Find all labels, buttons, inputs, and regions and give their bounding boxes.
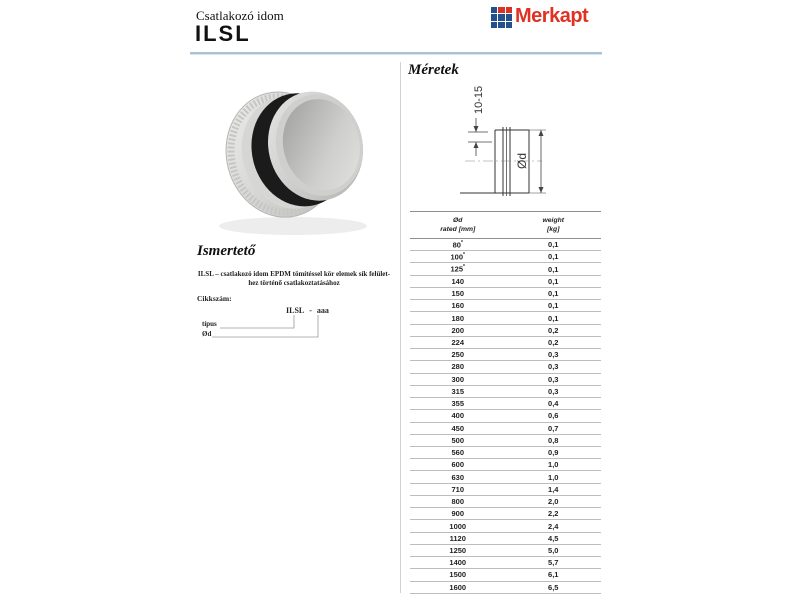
- table-row: [410, 337, 601, 349]
- table-row: [410, 361, 601, 373]
- table-row: [410, 582, 601, 594]
- logo-grid-square: [506, 14, 512, 20]
- cell-diameter: 80*: [452, 239, 463, 250]
- cell-weight: 2,2: [548, 509, 559, 519]
- cell-weight: 5,7: [548, 558, 559, 568]
- header-weight-line2: [kg]: [547, 226, 560, 233]
- cell-weight: 1,4: [548, 484, 559, 494]
- cell-diameter: 400: [451, 411, 464, 421]
- table-row: [410, 276, 601, 288]
- brand-name: Merkapt: [515, 5, 589, 27]
- cell-diameter: 900: [451, 509, 464, 519]
- logo-grid-square: [498, 22, 504, 28]
- cell-weight: 0,6: [548, 411, 559, 421]
- header-diameter-line2: rated [mm]: [440, 226, 476, 233]
- cell-weight: 0,3: [548, 386, 559, 396]
- part-code-size: aaa: [316, 306, 329, 315]
- logo-grid-square: [491, 7, 497, 13]
- cell-diameter: 800: [451, 497, 464, 507]
- photo-shadow: [219, 217, 367, 235]
- column-divider: [400, 62, 401, 593]
- cell-weight: 0,1: [548, 289, 559, 299]
- cell-weight: 0,2: [548, 337, 559, 347]
- diameter-dimension-label: Ød: [515, 152, 529, 169]
- logo-grid-icon: [491, 7, 512, 28]
- part-code-leader-lines: [195, 300, 365, 345]
- table-row: [410, 398, 601, 410]
- product-code-title: ILSL: [195, 21, 251, 46]
- cell-diameter: 300: [451, 374, 464, 384]
- logo-grid-square: [498, 14, 504, 20]
- description-line2: hez történő csatlakoztatásához: [248, 279, 340, 287]
- label-type: típus: [202, 320, 217, 328]
- section-title-ismerteto: Ismertető: [197, 243, 256, 259]
- table-row: [410, 484, 601, 496]
- label-diameter: Ød: [202, 330, 212, 338]
- product-description: [195, 270, 393, 288]
- cell-diameter: 1500: [449, 570, 467, 580]
- table-row: [410, 312, 601, 324]
- cell-weight: 1,0: [548, 472, 559, 482]
- cell-diameter: 600: [451, 460, 464, 470]
- table-row: [410, 239, 601, 251]
- table-row: [410, 410, 601, 422]
- cell-weight: 5,0: [548, 545, 559, 555]
- cell-diameter: 125*: [450, 264, 465, 274]
- cell-weight: 0,2: [548, 325, 559, 335]
- cell-weight: 0,1: [548, 264, 559, 274]
- article-number-label: Cikkszám:: [197, 294, 232, 303]
- table-header-row: [410, 211, 601, 239]
- cell-diameter: 1600: [449, 582, 467, 592]
- cell-weight: 2,4: [548, 521, 559, 531]
- header-divider: [190, 52, 602, 55]
- cell-weight: 0,3: [548, 374, 559, 384]
- table-row: [410, 251, 601, 263]
- cell-weight: 0,1: [548, 276, 559, 286]
- cell-diameter: 150: [451, 289, 464, 299]
- product-photo: [205, 60, 395, 240]
- cell-weight: 0,7: [548, 423, 559, 433]
- cell-diameter: 100*: [450, 252, 465, 262]
- cell-weight: 0,8: [548, 435, 559, 445]
- table-row: [410, 520, 601, 532]
- table-row: [410, 386, 601, 398]
- table-row: [410, 435, 601, 447]
- part-code-type: ILSL: [286, 306, 305, 315]
- description-line1: ILSL – csatlakozó idom EPDM tömítéssel kör elemek sík felület-: [197, 270, 391, 278]
- cell-weight: 0,9: [548, 448, 559, 458]
- table-row: [410, 569, 601, 581]
- header-weight-line1: weight: [542, 217, 565, 224]
- cell-weight: 0,1: [548, 301, 559, 311]
- table-row: [410, 349, 601, 361]
- cell-weight: 6,5: [548, 582, 559, 592]
- cell-diameter: 160: [451, 301, 464, 311]
- section-title-meretek: Méretek: [408, 62, 459, 78]
- cell-diameter: 1000: [449, 521, 467, 531]
- header-diameter: [410, 216, 506, 234]
- brand-logo: [491, 5, 588, 28]
- cell-weight: 0,1: [548, 240, 559, 250]
- product-category: Csatlakozó idom: [196, 8, 284, 23]
- logo-grid-square: [506, 7, 512, 13]
- table-row: [410, 374, 601, 386]
- header-weight: [506, 216, 602, 234]
- logo-grid-square: [498, 7, 504, 13]
- cell-weight: 2,0: [548, 497, 559, 507]
- logo-grid-square: [491, 22, 497, 28]
- dimension-drawing: [430, 70, 560, 205]
- cell-diameter: 500: [451, 435, 464, 445]
- cell-diameter: 1250: [449, 545, 467, 555]
- table-row: [410, 447, 601, 459]
- table-row: [410, 300, 601, 312]
- cell-weight: 0,1: [548, 313, 559, 323]
- cell-weight: 4,5: [548, 533, 559, 543]
- cell-diameter: 1400: [449, 558, 467, 568]
- table-row: [410, 471, 601, 483]
- size-table-body: [410, 239, 601, 594]
- cell-diameter: 200: [451, 325, 464, 335]
- cell-diameter: 560: [451, 448, 464, 458]
- cell-diameter: 630: [451, 472, 464, 482]
- table-row: [410, 263, 601, 275]
- cell-diameter: 450: [451, 423, 464, 433]
- cell-diameter: 315: [451, 386, 464, 396]
- table-row: [410, 325, 601, 337]
- table-row: [410, 533, 601, 545]
- header-diameter-line1: Ød: [453, 217, 463, 224]
- table-row: [410, 508, 601, 520]
- cell-weight: 0,4: [548, 399, 559, 409]
- part-code-separator: -: [309, 306, 312, 315]
- table-row: [410, 545, 601, 557]
- table-row: [410, 459, 601, 471]
- cell-weight: 0,1: [548, 252, 559, 262]
- cell-weight: 6,1: [548, 570, 559, 580]
- cell-diameter: 355: [451, 399, 464, 409]
- cell-diameter: 140: [451, 276, 464, 286]
- flange-dimension-label: 10-15: [473, 85, 485, 114]
- table-row: [410, 496, 601, 508]
- cell-diameter: 280: [451, 362, 464, 372]
- cell-diameter: 710: [451, 484, 464, 494]
- cell-weight: 0,3: [548, 362, 559, 372]
- cell-weight: 1,0: [548, 460, 559, 470]
- logo-grid-square: [506, 22, 512, 28]
- table-row: [410, 288, 601, 300]
- cell-diameter: 180: [451, 313, 464, 323]
- size-table: [410, 211, 601, 594]
- table-row: [410, 557, 601, 569]
- table-row: [410, 423, 601, 435]
- cell-weight: 0,3: [548, 350, 559, 360]
- cell-diameter: 250: [451, 350, 464, 360]
- cell-diameter: 1120: [449, 533, 466, 543]
- logo-grid-square: [491, 14, 497, 20]
- cell-diameter: 224: [451, 337, 464, 347]
